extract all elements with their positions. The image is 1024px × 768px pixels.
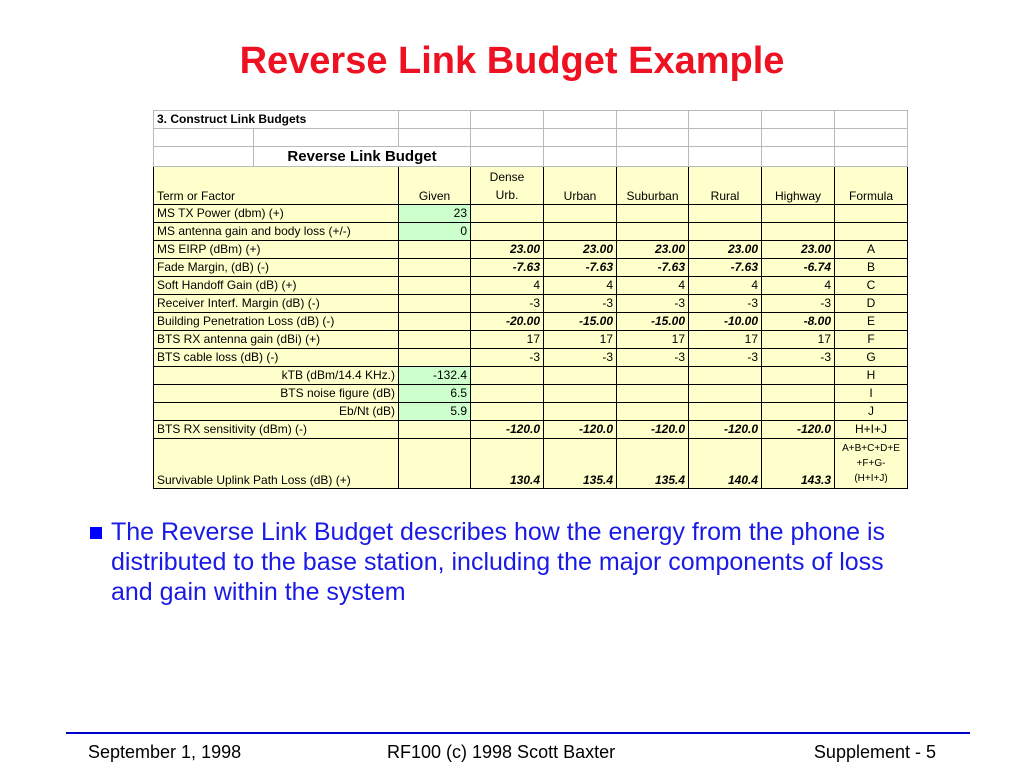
rural-cell <box>689 223 762 241</box>
header-suburban: Suburban <box>617 167 689 205</box>
given-cell <box>399 421 471 439</box>
term-cell: MS antenna gain and body loss (+/-) <box>154 223 399 241</box>
bullet-item <box>90 517 890 607</box>
given-cell <box>399 349 471 367</box>
term-cell: Soft Handoff Gain (dB) (+) <box>154 277 399 295</box>
header-highway: Highway <box>762 167 835 205</box>
suburban-cell: 4 <box>617 277 689 295</box>
link-budget-table <box>153 110 908 489</box>
dense-cell: -3 <box>471 295 544 313</box>
final-formula-line: A+B+C+D+E <box>842 443 900 454</box>
square-bullet-icon <box>90 527 102 539</box>
highway-cell: 23.00 <box>762 241 835 259</box>
suburban-cell: -3 <box>617 295 689 313</box>
highway-cell: -6.74 <box>762 259 835 277</box>
final-formula <box>835 439 908 489</box>
table-row <box>154 313 908 331</box>
highway-cell: -3 <box>762 349 835 367</box>
highway-cell <box>762 385 835 403</box>
header-urban: Urban <box>544 167 617 205</box>
given-cell: 5.9 <box>399 403 471 421</box>
final-rural: 140.4 <box>689 439 762 489</box>
final-row <box>154 439 908 489</box>
dense-cell <box>471 385 544 403</box>
term-cell: BTS RX antenna gain (dBi) (+) <box>154 331 399 349</box>
formula-cell: E <box>835 313 908 331</box>
highway-cell <box>762 223 835 241</box>
dense-cell <box>471 403 544 421</box>
rural-cell: 4 <box>689 277 762 295</box>
formula-cell <box>835 223 908 241</box>
table-row <box>154 277 908 295</box>
table-row <box>154 349 908 367</box>
dense-cell <box>471 367 544 385</box>
term-cell: Eb/Nt (dB) <box>154 403 399 421</box>
table-row <box>154 295 908 313</box>
rural-cell <box>689 403 762 421</box>
highway-cell: -120.0 <box>762 421 835 439</box>
urban-cell: -3 <box>544 349 617 367</box>
urban-cell: 4 <box>544 277 617 295</box>
header-dense-bottom: Urb. <box>495 187 519 202</box>
table-row <box>154 223 908 241</box>
suburban-cell: 17 <box>617 331 689 349</box>
highway-cell: 17 <box>762 331 835 349</box>
formula-cell <box>835 205 908 223</box>
term-cell: BTS noise figure (dB) <box>154 385 399 403</box>
dense-cell <box>471 223 544 241</box>
urban-cell: -3 <box>544 295 617 313</box>
suburban-cell: -7.63 <box>617 259 689 277</box>
table-row <box>154 403 908 421</box>
bullet-text: The Reverse Link Budget describes how the energy from the phone is distributed to the base station, including the major components of loss and gain within the system <box>111 518 886 606</box>
header-row <box>154 167 908 205</box>
suburban-cell <box>617 403 689 421</box>
highway-cell: 4 <box>762 277 835 295</box>
dense-cell: -120.0 <box>471 421 544 439</box>
final-given <box>399 439 471 489</box>
rural-cell <box>689 367 762 385</box>
highway-cell: -3 <box>762 295 835 313</box>
given-cell <box>399 295 471 313</box>
dense-cell: 17 <box>471 331 544 349</box>
urban-cell: -15.00 <box>544 313 617 331</box>
urban-cell <box>544 385 617 403</box>
formula-cell: F <box>835 331 908 349</box>
urban-cell <box>544 403 617 421</box>
rural-cell: 23.00 <box>689 241 762 259</box>
rural-cell: -120.0 <box>689 421 762 439</box>
dense-cell: -20.00 <box>471 313 544 331</box>
highway-cell <box>762 367 835 385</box>
highway-cell <box>762 403 835 421</box>
table-row <box>154 331 908 349</box>
given-cell <box>399 241 471 259</box>
term-cell: MS TX Power (dbm) (+) <box>154 205 399 223</box>
dense-cell: 23.00 <box>471 241 544 259</box>
dense-cell: -3 <box>471 349 544 367</box>
urban-cell <box>544 205 617 223</box>
table-row <box>154 259 908 277</box>
header-given: Given <box>399 167 471 205</box>
term-cell: Fade Margin, (dB) (-) <box>154 259 399 277</box>
caption-row <box>154 147 908 167</box>
highway-cell <box>762 205 835 223</box>
final-urban: 135.4 <box>544 439 617 489</box>
final-highway: 143.3 <box>762 439 835 489</box>
header-term: Term or Factor <box>154 167 399 205</box>
rural-cell: -7.63 <box>689 259 762 277</box>
table-row <box>154 205 908 223</box>
formula-cell: H+I+J <box>835 421 908 439</box>
suburban-cell <box>617 367 689 385</box>
section-label: 3. Construct Link Budgets <box>154 111 399 129</box>
formula-cell: D <box>835 295 908 313</box>
given-cell: 6.5 <box>399 385 471 403</box>
header-rural: Rural <box>689 167 762 205</box>
urban-cell: 23.00 <box>544 241 617 259</box>
table-row <box>154 367 908 385</box>
header-dense-urban <box>471 167 544 205</box>
given-cell: -132.4 <box>399 367 471 385</box>
suburban-cell <box>617 205 689 223</box>
table-row <box>154 385 908 403</box>
slide-title: Reverse Link Budget Example <box>239 40 785 82</box>
suburban-cell: -3 <box>617 349 689 367</box>
given-cell <box>399 313 471 331</box>
footer-page-number: Supplement - 5 <box>813 742 936 762</box>
urban-cell: -7.63 <box>544 259 617 277</box>
footer-date: September 1, 1998 <box>88 742 242 762</box>
formula-cell: A <box>835 241 908 259</box>
formula-cell: G <box>835 349 908 367</box>
section-row <box>154 111 908 129</box>
final-suburban: 135.4 <box>617 439 689 489</box>
table-row <box>154 421 908 439</box>
rural-cell: -3 <box>689 349 762 367</box>
blank-row <box>154 129 908 147</box>
given-cell: 23 <box>399 205 471 223</box>
final-formula-line: +F+G- <box>856 458 886 469</box>
given-cell: 0 <box>399 223 471 241</box>
highway-cell: -8.00 <box>762 313 835 331</box>
urban-cell <box>544 223 617 241</box>
formula-cell: I <box>835 385 908 403</box>
dense-cell: -7.63 <box>471 259 544 277</box>
suburban-cell <box>617 385 689 403</box>
given-cell <box>399 259 471 277</box>
rural-cell: 17 <box>689 331 762 349</box>
term-cell: Building Penetration Loss (dB) (-) <box>154 313 399 331</box>
formula-cell: B <box>835 259 908 277</box>
footer-divider <box>66 732 970 734</box>
table-row <box>154 241 908 259</box>
dense-cell <box>471 205 544 223</box>
urban-cell: 17 <box>544 331 617 349</box>
formula-cell: H <box>835 367 908 385</box>
suburban-cell: -15.00 <box>617 313 689 331</box>
given-cell <box>399 277 471 295</box>
term-cell: Receiver Interf. Margin (dB) (-) <box>154 295 399 313</box>
suburban-cell: -120.0 <box>617 421 689 439</box>
rural-cell: -10.00 <box>689 313 762 331</box>
urban-cell: -120.0 <box>544 421 617 439</box>
table-caption: Reverse Link Budget <box>254 147 471 167</box>
term-cell: kTB (dBm/14.4 KHz.) <box>154 367 399 385</box>
header-dense-top: Dense <box>489 169 525 184</box>
final-dense: 130.4 <box>471 439 544 489</box>
footer-copyright: RF100 (c) 1998 Scott Baxter <box>387 742 616 762</box>
term-cell: BTS cable loss (dB) (-) <box>154 349 399 367</box>
rural-cell: -3 <box>689 295 762 313</box>
rural-cell <box>689 205 762 223</box>
header-formula: Formula <box>835 167 908 205</box>
given-cell <box>399 331 471 349</box>
suburban-cell: 23.00 <box>617 241 689 259</box>
dense-cell: 4 <box>471 277 544 295</box>
term-cell: MS EIRP (dBm) (+) <box>154 241 399 259</box>
final-formula-line: (H+I+J) <box>854 473 888 484</box>
final-term: Survivable Uplink Path Loss (dB) (+) <box>154 439 399 489</box>
term-cell: BTS RX sensitivity (dBm) (-) <box>154 421 399 439</box>
rural-cell <box>689 385 762 403</box>
urban-cell <box>544 367 617 385</box>
formula-cell: C <box>835 277 908 295</box>
formula-cell: J <box>835 403 908 421</box>
suburban-cell <box>617 223 689 241</box>
